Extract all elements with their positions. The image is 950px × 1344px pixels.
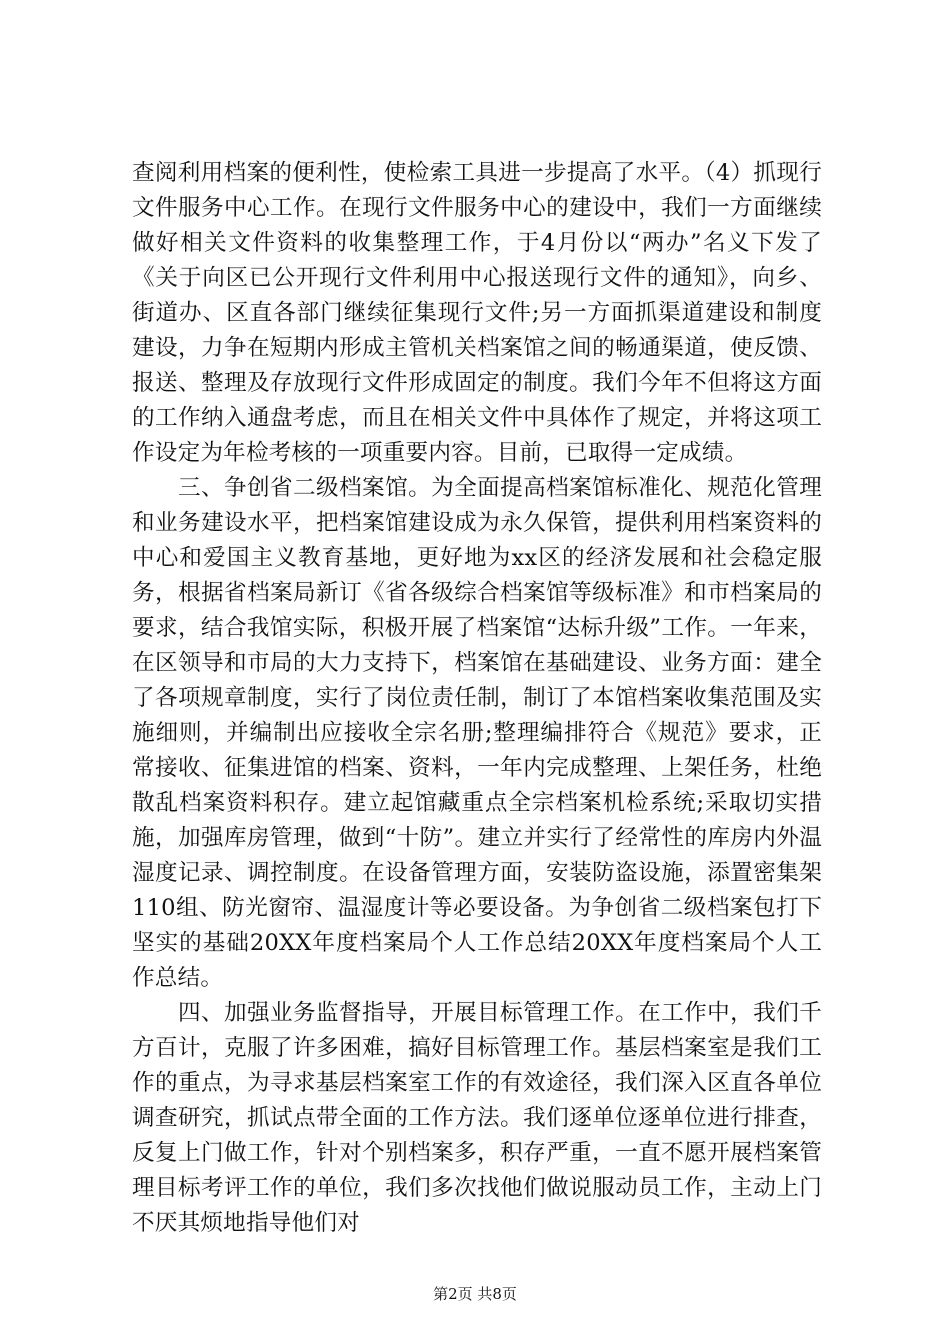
paragraph-1: 查阅利用档案的便利性，使检索工具进一步提高了水平。（4）抓现行文件服务中心工作。在现行文件服务中心的建设中，我们一方面继续做好相关文件资料的收集整理工作，于4月份以“两办”名义下发了《关于向区已公开现行文件利用中心报送现行文件的通知》，向乡、街道办、区直各部门继续征集现行文件;另一方面抓渠道建设和制度建设，力争在短期内形成主管机关档案馆之间的畅通渠道，使反馈、报送、整理及存放现行文件形成固定的制度。我们今年不但将这方面的工作纳入通盘考虑，而且在相关文件中具体作了规定，并将这项工作设定为年检考核的一项重要内容。目前，已取得一定成绩。 xyxy=(132,160,822,466)
paragraph-2: 三、争创省二级档案馆。为全面提高档案馆标准化、规范化管理和业务建设水平，把档案馆建设成为永久保管，提供利用档案资料的中心和爱国主义教育基地，更好地为xx区的经济发展和社会稳定服务，根据省档案局新订《省各级综合档案馆等级标准》和市档案局的要求，结合我馆实际，积极开展了档案馆“达标升级”工作。一年来，在区领导和市局的大力支持下，档案馆在基础建设、业务方面：建全了各项规章制度，实行了岗位责任制，制订了本馆档案收集范围及实施细则，并编制出应接收全宗名册;整理编排符合《规范》要求，正常接收、征集进馆的档案、资料，一年内完成整理、上架任务，杜绝散乱档案资料积存。建立起馆藏重点全宗档案机检系统;采取切实措施，加强库房管理，做到“十防”。建立并实行了经常性的库房内外温湿度记录、调控制度。在设备管理方面，安装防盗设施，添置密集架110组、防光窗帘、温湿度计等必要设备。为争创省二级档案包打下坚实的基础20XX年度档案局个人工作总结20XX年度档案局个人工作总结。 xyxy=(132,475,822,991)
document-body xyxy=(132,156,822,1241)
paragraph-3: 四、加强业务监督指导，开展目标管理工作。在工作中，我们千方百计，克服了许多困难，搞好目标管理工作。基层档案室是我们工作的重点，为寻求基层档案室工作的有效途径，我们深入区直各单位调查研究，抓试点带全面的工作方法。我们逐单位逐单位进行排查，反复上门做工作，针对个别档案多，积存严重，一直不愿开展档案管理目标考评工作的单位，我们多次找他们做说服动员工作，主动上门不厌其烦地指导他们对 xyxy=(132,1000,822,1236)
page-footer: 第2页 共8页 xyxy=(433,1285,517,1303)
